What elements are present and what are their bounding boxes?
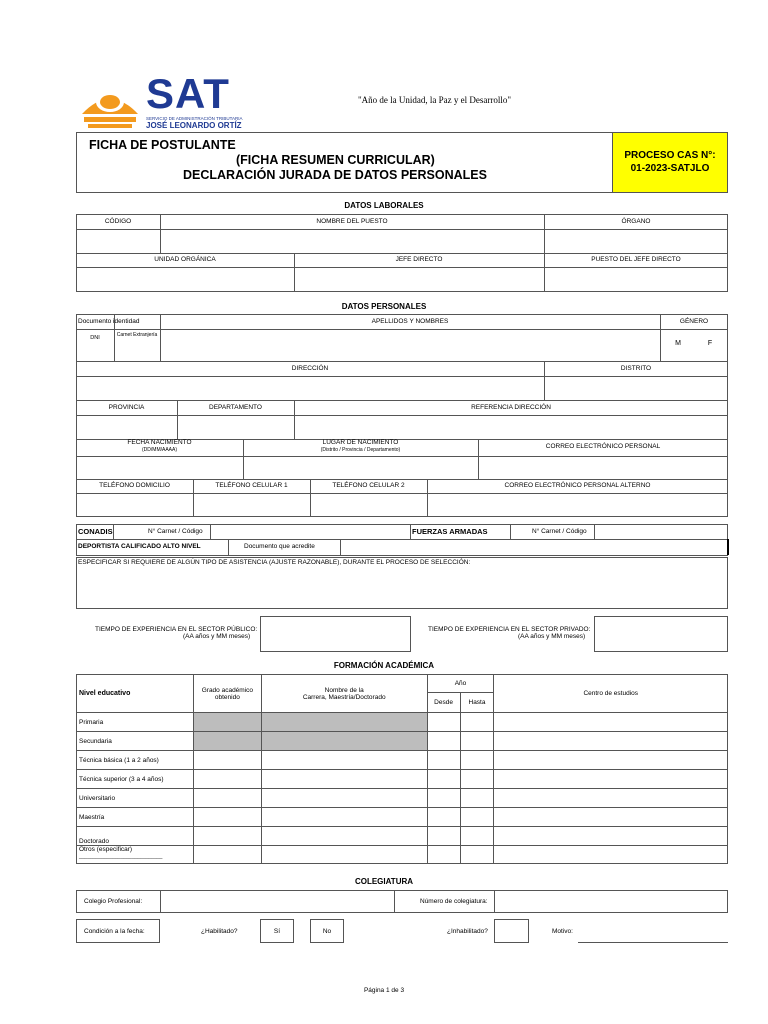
exp-publico-label: TIEMPO DE EXPERIENCIA EN EL SECTOR PÚBLICO: xyxy=(95,626,258,633)
colegiatura-heading: COLEGIATURA xyxy=(354,877,414,886)
desde-cell[interactable] xyxy=(427,827,460,846)
centro-cell[interactable] xyxy=(494,751,728,770)
unidad-organica-field[interactable] xyxy=(77,268,293,291)
conadis-label: CONADIS xyxy=(78,527,113,536)
provincia-label: PROVINCIA xyxy=(108,404,145,411)
lugar-nacimiento-label: LUGAR DE NACIMIENTO xyxy=(322,439,399,446)
grado-cell xyxy=(193,732,261,751)
jefe-directo-label: JEFE DIRECTO xyxy=(395,256,443,263)
puesto-jefe-field[interactable] xyxy=(545,268,727,291)
title-line-2: (FICHA RESUMEN CURRICULAR) xyxy=(236,153,435,167)
no-label: No xyxy=(322,928,332,935)
si-label: Sí xyxy=(273,928,281,935)
genero-label: GÉNERO xyxy=(679,318,709,325)
apellidos-field[interactable] xyxy=(161,330,659,360)
exp-publico-format: (AA años y MM meses) xyxy=(183,633,251,640)
carrera-cell[interactable] xyxy=(261,770,427,789)
desde-cell[interactable] xyxy=(427,713,460,732)
doc-acredite-field[interactable] xyxy=(341,540,726,555)
direccion-label: DIRECCIÓN xyxy=(291,365,329,372)
desde-cell[interactable] xyxy=(427,751,460,770)
desde-cell[interactable] xyxy=(427,732,460,751)
formacion-heading: FORMACIÓN ACADÉMICA xyxy=(333,661,435,670)
exp-privado-field[interactable] xyxy=(594,616,728,652)
nombre-puesto-field[interactable] xyxy=(161,230,543,252)
fuerzas-armadas-label: FUERZAS ARMADAS xyxy=(412,527,488,536)
grado-cell[interactable] xyxy=(193,751,261,770)
process-label: PROCESO CAS N°: xyxy=(624,150,716,161)
sat-logo xyxy=(80,70,260,130)
page-number: Página 1 de 3 xyxy=(363,987,405,994)
correo-alterno-label: CORREO ELECTRÓNICO PERSONAL ALTERNO xyxy=(504,482,651,489)
hasta-cell[interactable] xyxy=(460,751,494,770)
grado-header: Grado académico obtenido xyxy=(193,675,261,713)
carrera-cell xyxy=(261,713,427,732)
tel-celular2-label: TELÉFONO CELULAR 2 xyxy=(332,482,405,489)
anio-header: Año xyxy=(427,675,494,693)
centro-cell[interactable] xyxy=(494,732,728,751)
conadis-carnet-field[interactable] xyxy=(211,525,409,538)
nivel-label: Doctorado xyxy=(77,827,194,846)
table-row xyxy=(77,827,728,846)
carrera-cell[interactable] xyxy=(261,827,427,846)
nivel-label: Técnica superior (3 a 4 años) xyxy=(77,770,194,789)
conadis-carnet-label: N° Carnet / Código xyxy=(148,528,203,535)
correo-label: CORREO ELECTRÓNICO PERSONAL xyxy=(545,443,661,450)
tel-celular1-label: TELÉFONO CELULAR 1 xyxy=(215,482,288,489)
exp-privado-format: (AA años y MM meses) xyxy=(518,633,586,640)
departamento-label: DEPARTAMENTO xyxy=(209,404,262,411)
grado-cell[interactable] xyxy=(193,789,261,808)
centro-cell[interactable] xyxy=(494,770,728,789)
organo-field[interactable] xyxy=(545,230,727,252)
direccion-field[interactable] xyxy=(77,377,543,399)
tel-celular1-field[interactable] xyxy=(194,494,309,516)
desde-cell[interactable] xyxy=(427,789,460,808)
puesto-jefe-label: PUESTO DEL JEFE DIRECTO xyxy=(591,256,681,263)
correo-field[interactable] xyxy=(479,457,727,478)
deportista-label: DEPORTISTA CALIFICADO ALTO NIVEL xyxy=(78,543,201,550)
distrito-field[interactable] xyxy=(545,377,727,399)
apellidos-label: APELLIDOS Y NOMBRES xyxy=(371,318,449,325)
colegio-label: Colegio Profesional: xyxy=(84,898,143,905)
genero-f-option[interactable]: F xyxy=(707,340,713,347)
centro-header: Centro de estudios xyxy=(494,675,728,713)
carrera-cell xyxy=(261,732,427,751)
exp-publico-field[interactable] xyxy=(260,616,411,652)
nivel-label: Maestría xyxy=(77,808,194,827)
referencia-label: REFERENCIA DIRECCIÓN xyxy=(471,404,551,411)
nivel-label: Primaria xyxy=(77,713,194,732)
datos-personales-heading: DATOS PERSONALES xyxy=(341,302,427,311)
fecha-nacimiento-field[interactable] xyxy=(77,457,242,478)
hasta-cell[interactable] xyxy=(460,789,494,808)
datos-laborales-heading: DATOS LABORALES xyxy=(344,201,424,210)
carnet-extranjeria-option[interactable]: Carnet Extranjería xyxy=(116,332,158,338)
nivel-label: Secundaria xyxy=(77,732,194,751)
table-row xyxy=(77,789,728,808)
fecha-nacimiento-label: FECHA NACIMIENTO xyxy=(127,439,192,446)
motivo-label: Motivo: xyxy=(552,928,573,935)
table-row xyxy=(77,732,728,751)
ffaa-carnet-field[interactable] xyxy=(595,525,727,538)
genero-m-option[interactable]: M xyxy=(675,340,681,347)
correo-alterno-field[interactable] xyxy=(428,494,727,516)
desde-cell[interactable] xyxy=(427,846,460,864)
codigo-field[interactable] xyxy=(77,230,159,252)
carrera-header: Nombre de la Carrera, Maestría/Doctorado xyxy=(261,675,427,713)
tel-celular2-field[interactable] xyxy=(311,494,426,516)
formacion-table xyxy=(76,674,728,864)
centro-cell[interactable] xyxy=(494,827,728,846)
table-row xyxy=(77,751,728,770)
centro-cell[interactable] xyxy=(494,808,728,827)
dni-option[interactable]: DNI xyxy=(90,335,100,341)
numero-colegiatura-field[interactable] xyxy=(495,891,727,912)
exp-privado-label: TIEMPO DE EXPERIENCIA EN EL SECTOR PRIVADO: xyxy=(428,626,591,633)
ffaa-carnet-label: N° Carnet / Código xyxy=(532,528,587,535)
doc-identidad-label: Documento identidad xyxy=(78,318,140,325)
centro-cell[interactable] xyxy=(494,789,728,808)
nivel-label: Universitario xyxy=(77,789,194,808)
departamento-field[interactable] xyxy=(178,416,293,438)
sat-emblem-icon xyxy=(80,80,140,130)
doc-acredite-label: Documento que acredite xyxy=(244,543,315,550)
organo-label: ÓRGANO xyxy=(621,218,651,225)
hasta-header: Hasta xyxy=(460,693,494,713)
title-line-3: DECLARACIÓN JURADA DE DATOS PERSONALES xyxy=(183,168,487,182)
distrito-label: DISTRITO xyxy=(620,365,652,372)
grado-cell xyxy=(193,713,261,732)
table-row xyxy=(77,713,728,732)
nivel-label: Técnica básica (1 a 2 años) xyxy=(77,751,194,770)
lugar-nacimiento-field[interactable] xyxy=(244,457,477,478)
centro-cell[interactable] xyxy=(494,846,728,864)
table-row xyxy=(77,808,728,827)
carrera-cell[interactable] xyxy=(261,789,427,808)
grado-cell[interactable] xyxy=(193,827,261,846)
centro-cell[interactable] xyxy=(494,713,728,732)
carrera-cell[interactable] xyxy=(261,751,427,770)
otros-label: Otros (especificar) ______________________________ xyxy=(77,846,194,864)
provincia-field[interactable] xyxy=(77,416,176,438)
nivel-educativo-header: Nivel educativo xyxy=(77,675,194,713)
referencia-field[interactable] xyxy=(295,416,727,438)
motivo-field[interactable] xyxy=(578,942,728,943)
hasta-cell[interactable] xyxy=(460,770,494,789)
numero-colegiatura-label: Número de colegiatura: xyxy=(420,898,488,905)
desde-cell[interactable] xyxy=(427,808,460,827)
hasta-cell[interactable] xyxy=(460,808,494,827)
inhabilitado-checkbox[interactable] xyxy=(494,919,529,943)
unidad-organica-label: UNIDAD ORGÁNICA xyxy=(154,256,216,263)
condicion-label: Condición a la fecha: xyxy=(84,928,145,935)
table-row xyxy=(77,770,728,789)
logo-text: SAT xyxy=(146,70,230,117)
carrera-cell[interactable] xyxy=(261,808,427,827)
habilitado-label: ¿Habilitado? xyxy=(201,928,238,935)
grado-cell[interactable] xyxy=(193,808,261,827)
motto: "Año de la Unidad, la Paz y el Desarrollo" xyxy=(358,95,512,105)
tel-domicilio-label: TELÉFONO DOMICILIO xyxy=(99,482,170,489)
hasta-cell[interactable] xyxy=(460,732,494,751)
jefe-directo-field[interactable] xyxy=(295,268,543,291)
desde-header: Desde xyxy=(427,693,460,713)
fecha-format-hint: (DD/MM/AAAA) xyxy=(142,447,177,453)
colegio-field[interactable] xyxy=(161,891,393,912)
hasta-cell[interactable] xyxy=(460,846,494,864)
logo-subtitle: SERVICIO DE ADMINISTRACIÓN TRIBUTARIA xyxy=(146,116,243,121)
codigo-label: CÓDIGO xyxy=(104,218,132,225)
tel-domicilio-field[interactable] xyxy=(77,494,192,516)
asistencia-field[interactable] xyxy=(77,570,727,608)
asistencia-label: ESPECIFICAR SI REQUIERE DE ALGÚN TIPO DE ASISTENCIA (AJUSTE RAZONABLE), DURANTE EL PROCESO DE SELECCIÓN: xyxy=(78,559,471,566)
inhabilitado-label: ¿Inhabilitado? xyxy=(447,928,488,935)
hasta-cell[interactable] xyxy=(460,827,494,846)
process-code: 01-2023-SATJLO xyxy=(630,163,710,174)
grado-cell[interactable] xyxy=(193,846,261,864)
table-row xyxy=(77,846,728,864)
carrera-cell[interactable] xyxy=(261,846,427,864)
logo-subtitle-2: JOSÉ LEONARDO ORTÍZ xyxy=(146,121,242,130)
grado-cell[interactable] xyxy=(193,770,261,789)
nombre-puesto-label: NOMBRE DEL PUESTO xyxy=(316,218,388,225)
desde-cell[interactable] xyxy=(427,770,460,789)
hasta-cell[interactable] xyxy=(460,713,494,732)
title-line-1: FICHA DE POSTULANTE xyxy=(89,138,236,152)
lugar-format-hint: (Distrito / Provincia / Departamento) xyxy=(320,447,401,453)
